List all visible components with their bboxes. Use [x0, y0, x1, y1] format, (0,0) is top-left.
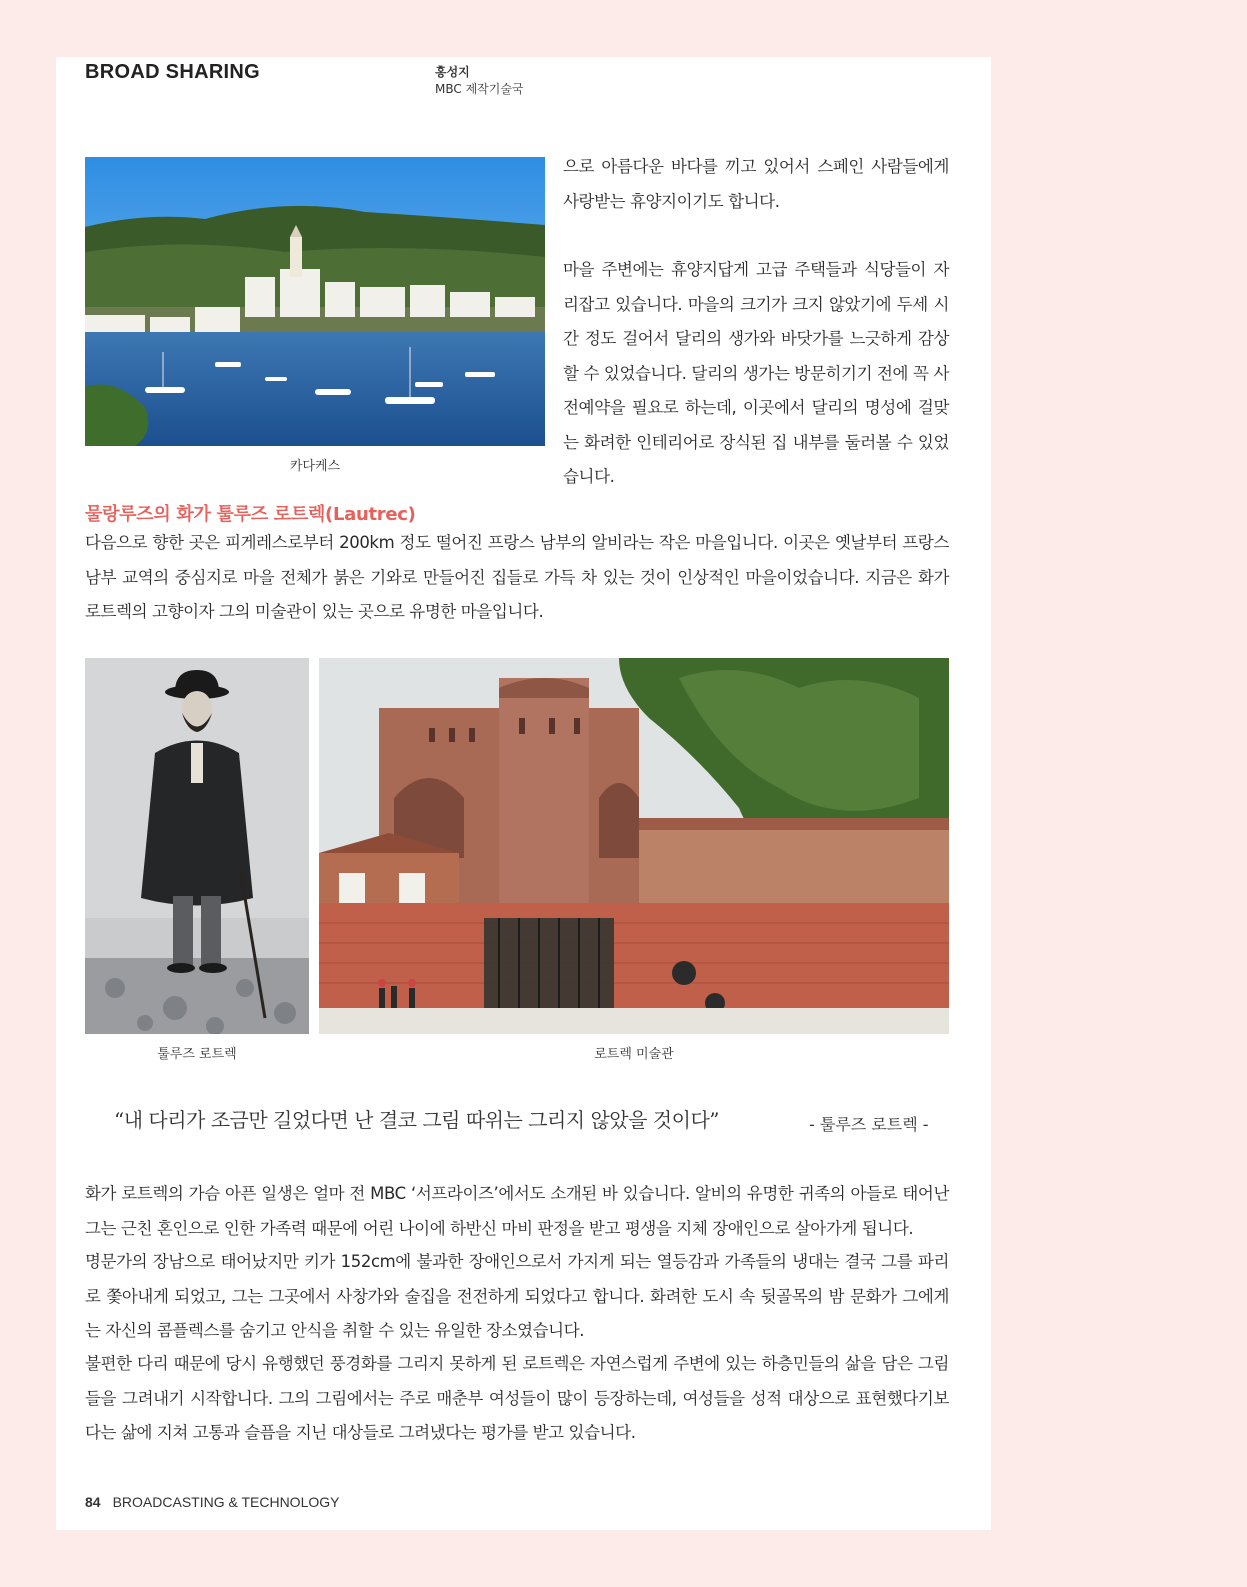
closing-paragraph-3: 불편한 다리 때문에 당시 유행했던 풍경화를 그리지 못하게 된 로트렉은 자연스럽게 주변에 있는 하층민들의 삶을 담은 그림들을 그려내기 시작합니다. 그의 그림에서는 주로 매춘부 여성들이 많이 등장하는데, 여성들을 성적 대상으로 표현했다기보다는 삶에 지쳐 고통과 슬픔을 지닌 대상들로 그려냈다는 평가를 받고 있습니다.: [85, 1354, 949, 1442]
quote-attribution: - 툴루즈 로트렉 -: [809, 1115, 929, 1134]
closing-paragraph-2: 명문가의 장남으로 태어났지만 키가 152cm에 불과한 장애인으로서 가지게 되는 열등감과 가족들의 냉대는 결국 그를 파리로 쫓아내게 되었고, 그는 그곳에서 사창가와 술집을 전전하게 되었다고 합니다. 화려한 도시 속 뒷골목의 밤 문화가 그에게는 자신의 콤플렉스를 숨기고 안식을 취할 수 있는 유일한 장소였습니다.: [85, 1252, 949, 1340]
lautrec-portrait-photo: [85, 658, 309, 1034]
author-department: MBC 제작기술국: [435, 82, 524, 96]
page-footer: [85, 1494, 339, 1510]
lautrec-museum-photo: [319, 658, 949, 1034]
cadaques-caption: 카다케스: [289, 459, 341, 474]
section-title: BROAD SHARING: [85, 61, 261, 83]
lautrec-portrait-caption: 툴루즈 로트렉: [157, 1047, 237, 1062]
author-name: 홍성지: [435, 65, 470, 79]
quote-text: “내 다리가 조금만 길었다면 난 결코 그림 따위는 그리지 않았을 것이다”: [114, 1108, 719, 1132]
publication-name: BROADCASTING & TECHNOLOGY: [112, 1494, 340, 1510]
lautrec-museum-caption: 로트렉 미술관: [594, 1047, 674, 1062]
author-block: [435, 64, 524, 98]
magazine-page: [56, 57, 991, 1530]
cadaques-photo: [85, 157, 545, 446]
section-paragraph: 다음으로 향한 곳은 피게레스로부터 200km 정도 떨어진 프랑스 남부의 알비라는 작은 마을입니다. 이곳은 옛날부터 프랑스 남부 교역의 중심지로 마을 전체가 붉은 기와로 만들어진 집들로 가득 차 있는 것이 인상적인 마을이었습니다. 지금은 화가 로트렉의 고향이자 그의 미술관이 있는 곳으로 유명한 마을입니다.: [85, 533, 949, 621]
intro-paragraph-1: 으로 아름다운 바다를 끼고 있어서 스페인 사람들에게 사랑받는 휴양지이기도 합니다.: [563, 157, 949, 211]
section-heading: 물랑루즈의 화가 툴루즈 로트렉(Lautrec): [85, 504, 416, 525]
intro-paragraph-2: 마을 주변에는 휴양지답게 고급 주택들과 식당들이 자리잡고 있습니다. 마을의 크기가 크지 않았기에 두세 시간 정도 걸어서 달리의 생가와 바닷가를 느긋하게 감상할 수 있었습니다. 달리의 생가는 방문히기기 전에 꼭 사전예약을 필요로 하는데, 이곳에서 달리의 명성에 걸맞는 화려한 인테리어로 장식된 집 내부를 둘러볼 수 있었습니다.: [563, 260, 949, 486]
page-number: 84: [85, 1494, 101, 1510]
closing-paragraph-1: 화가 로트렉의 가슴 아픈 일생은 얼마 전 MBC ‘서프라이즈’에서도 소개된 바 있습니다. 알비의 유명한 귀족의 아들로 태어난 그는 근친 혼인으로 인한 가족력 때문에 어린 나이에 하반신 마비 판정을 받고 평생을 지체 장애인으로 살아가게 됩니다.: [85, 1184, 949, 1238]
